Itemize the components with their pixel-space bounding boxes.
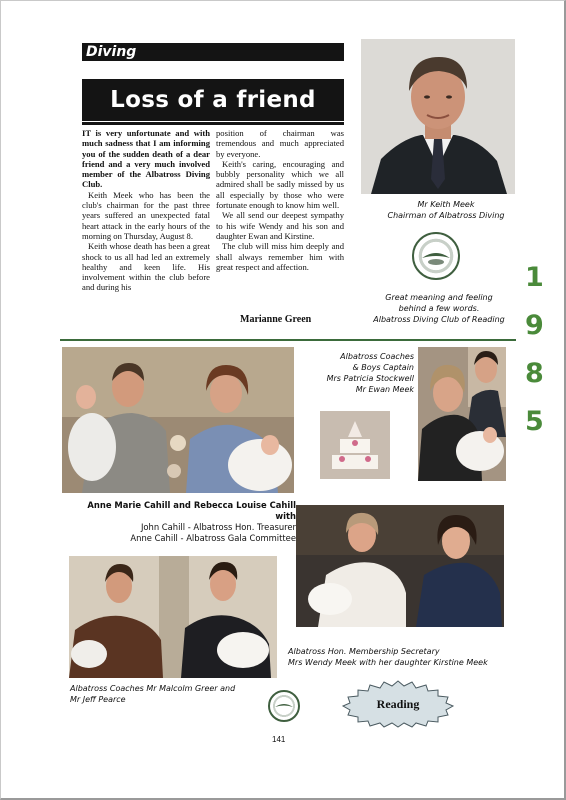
caption-line: Mr Keith Meek [417, 200, 475, 209]
article-paragraph: position of chairman was tremendous and much appreciated by everyone. [216, 128, 344, 159]
article-paragraph: Keith Meek who has been the club's chairman for the past three years suffered an unexpected fatal heart attack in the early hours of the morning on Thursday, August 8. [82, 189, 210, 241]
article-paragraph: Keith's caring, encouraging and bubbly personality which we all admired shall be sadly missed by us all especially by those who were fortunate enough to know him well. [216, 158, 344, 211]
caption-line: Mr Jeff Pearce [70, 695, 126, 704]
section-title: Diving [82, 43, 344, 61]
section-divider [60, 339, 516, 341]
year-digit: 5 [525, 406, 544, 437]
reading-label: Reading [376, 697, 420, 711]
cahill-family-photo [62, 347, 294, 493]
caption-line: Mrs Patricia Stockwell [326, 374, 414, 383]
article-column-right [216, 128, 344, 272]
christening-cake-photo [320, 411, 390, 479]
article-author: Marianne Green [240, 314, 312, 325]
wendy-kirstine-photo [296, 505, 504, 627]
cahill-caption [66, 500, 296, 544]
caption-line: Albatross Coaches [340, 352, 414, 361]
stockwell-meek-photo [418, 347, 506, 481]
caption-line: Albatross Diving Club of Reading [373, 315, 505, 324]
club-badge-icon [412, 232, 460, 280]
caption-line: Anne Marie Cahill and Rebecca Louise Cahill with [87, 500, 296, 521]
caption-line: Albatross Hon. Membership Secretary [288, 647, 440, 656]
greer-caption [70, 683, 290, 705]
caption-line: John Cahill - Albatross Hon. Treasurer [140, 522, 296, 532]
article-column-left [82, 128, 210, 293]
club-badge-small-icon [268, 690, 300, 722]
article-paragraph: Keith whose death has been a great shock to us all had led an extremely healthy and keen life. His involvement within the club before and during his [82, 241, 210, 293]
tribute-caption [364, 292, 514, 325]
greer-pearce-photo [69, 556, 277, 678]
headline: Loss of a friend [82, 79, 344, 121]
year-digit: 9 [525, 310, 544, 341]
article-paragraph: IT is very unfortunate and with much sadness that I am informing you of the sudden death of a dear friend and a very much involved member of the Albatross Diving Club. [82, 128, 210, 190]
caption-line: & Boys Captain [352, 363, 414, 372]
portrait-photo [361, 39, 515, 194]
caption-line: Albatross Coaches Mr Malcolm Greer and [70, 684, 236, 693]
headline-rule [82, 122, 344, 125]
caption-line: Anne Cahill - Albatross Gala Committee [130, 533, 296, 543]
secretary-caption [288, 646, 508, 668]
portrait-caption [376, 199, 516, 221]
caption-line: behind a few words. [398, 304, 480, 313]
year-digit: 8 [525, 358, 544, 389]
caption-line: Mrs Wendy Meek with her daughter Kirstine Meek [288, 658, 488, 667]
page-number: 141 [272, 735, 286, 744]
caption-line: Chairman of Albatross Diving [387, 211, 505, 220]
coaches-caption [314, 351, 414, 395]
article-paragraph: We all send our deepest sympathy to his wife Wendy and his son and daughter Ewan and Kirstine. [216, 210, 344, 241]
caption-line: Great meaning and feeling [385, 293, 493, 302]
year-digit: 1 [525, 262, 544, 293]
caption-line: Mr Ewan Meek [355, 385, 414, 394]
article-paragraph: The club will miss him deeply and shall always remember him with great respect and affection. [216, 241, 344, 272]
